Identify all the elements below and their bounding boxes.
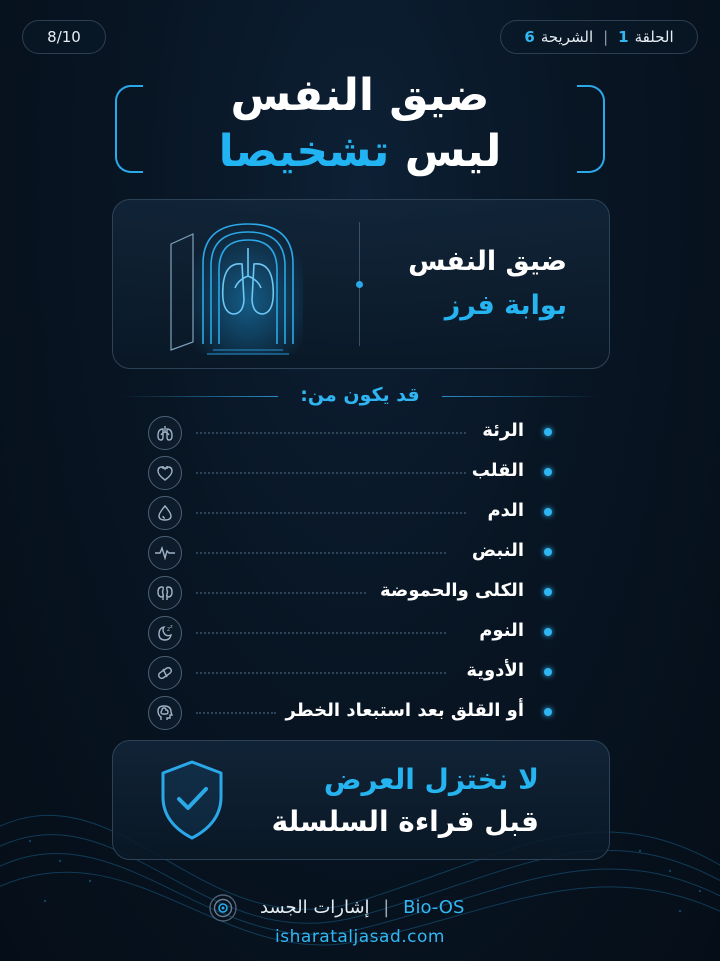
bullet — [544, 468, 552, 476]
page-indicator — [22, 20, 106, 54]
episode-label: الحلقة — [634, 28, 674, 46]
episode-number: 1 — [618, 28, 629, 46]
page-indicator-text: 8/10 — [47, 28, 81, 46]
gateway-line-2: بوابة فرز — [444, 290, 567, 321]
bullet — [544, 628, 552, 636]
list-item — [148, 416, 568, 448]
cause-label: القلب — [471, 460, 524, 481]
dotted-leader — [196, 712, 276, 714]
slide-number: 6 — [524, 28, 535, 46]
dotted-leader — [196, 472, 466, 474]
title-line-2-prefix: ليس — [404, 126, 502, 177]
dotted-leader — [196, 552, 446, 554]
list-item — [148, 496, 568, 528]
list-item — [148, 696, 568, 728]
title-line-2-accent: تشخيصا — [218, 126, 390, 177]
note-line-1: لا نختزل العرض — [323, 763, 539, 796]
causes-heading — [0, 384, 720, 410]
heart-icon — [148, 456, 182, 490]
dotted-leader — [196, 432, 466, 434]
gateway-line-1: ضيق النفس — [408, 246, 567, 277]
list-item — [148, 656, 568, 688]
episode-slide-badge — [500, 20, 698, 54]
shield-check-icon — [157, 759, 227, 841]
kidneys-icon — [148, 576, 182, 610]
list-item — [148, 576, 568, 608]
bullet — [544, 668, 552, 676]
brand-name: إشارات الجسد — [260, 897, 370, 918]
cause-label: الأدوية — [466, 660, 524, 681]
dotted-leader — [196, 512, 466, 514]
website-link[interactable]: isharataljasad.com — [275, 927, 445, 947]
badge-separator: | — [603, 28, 609, 46]
dotted-leader — [196, 672, 446, 674]
note-card — [112, 740, 610, 860]
title-line-2 — [0, 126, 720, 177]
cause-label: الكلى والحموضة — [380, 580, 524, 601]
title-line-1: ضيق النفس — [230, 70, 490, 121]
bullet — [544, 588, 552, 596]
brand-line — [260, 897, 464, 918]
bullet — [544, 548, 552, 556]
footer — [0, 893, 720, 923]
list-item — [148, 536, 568, 568]
lungs-doorway-icon — [163, 214, 313, 356]
causes-heading-text: قد يكون من: — [300, 384, 420, 406]
cause-label: الرئة — [482, 420, 524, 441]
note-line-2: قبل قراءة السلسلة — [271, 805, 539, 838]
slide-label: الشريحة — [540, 28, 594, 46]
bullet — [544, 508, 552, 516]
cause-label: النبض — [471, 540, 524, 561]
brand-tag: Bio-OS — [403, 897, 465, 918]
dotted-leader — [196, 592, 366, 594]
cause-label: أو القلق بعد استبعاد الخطر — [285, 700, 524, 721]
dotted-leader — [196, 632, 446, 634]
svg-text:z: z — [170, 624, 173, 630]
cause-label: النوم — [479, 620, 524, 641]
brain-head-icon — [148, 696, 182, 730]
lungs-icon — [148, 416, 182, 450]
bullet — [544, 428, 552, 436]
brand-logo-icon — [204, 893, 242, 923]
gateway-card — [112, 199, 610, 369]
pill-icon — [148, 656, 182, 690]
brand-separator: | — [383, 897, 390, 918]
pulse-icon — [148, 536, 182, 570]
divider-dot — [356, 281, 363, 288]
blood-drop-icon — [148, 496, 182, 530]
cause-label: الدم — [487, 500, 524, 521]
moon-sleep-icon — [148, 616, 182, 650]
svg-text:z: z — [167, 626, 171, 633]
bullet — [544, 708, 552, 716]
list-item — [148, 616, 568, 648]
list-item — [148, 456, 568, 488]
